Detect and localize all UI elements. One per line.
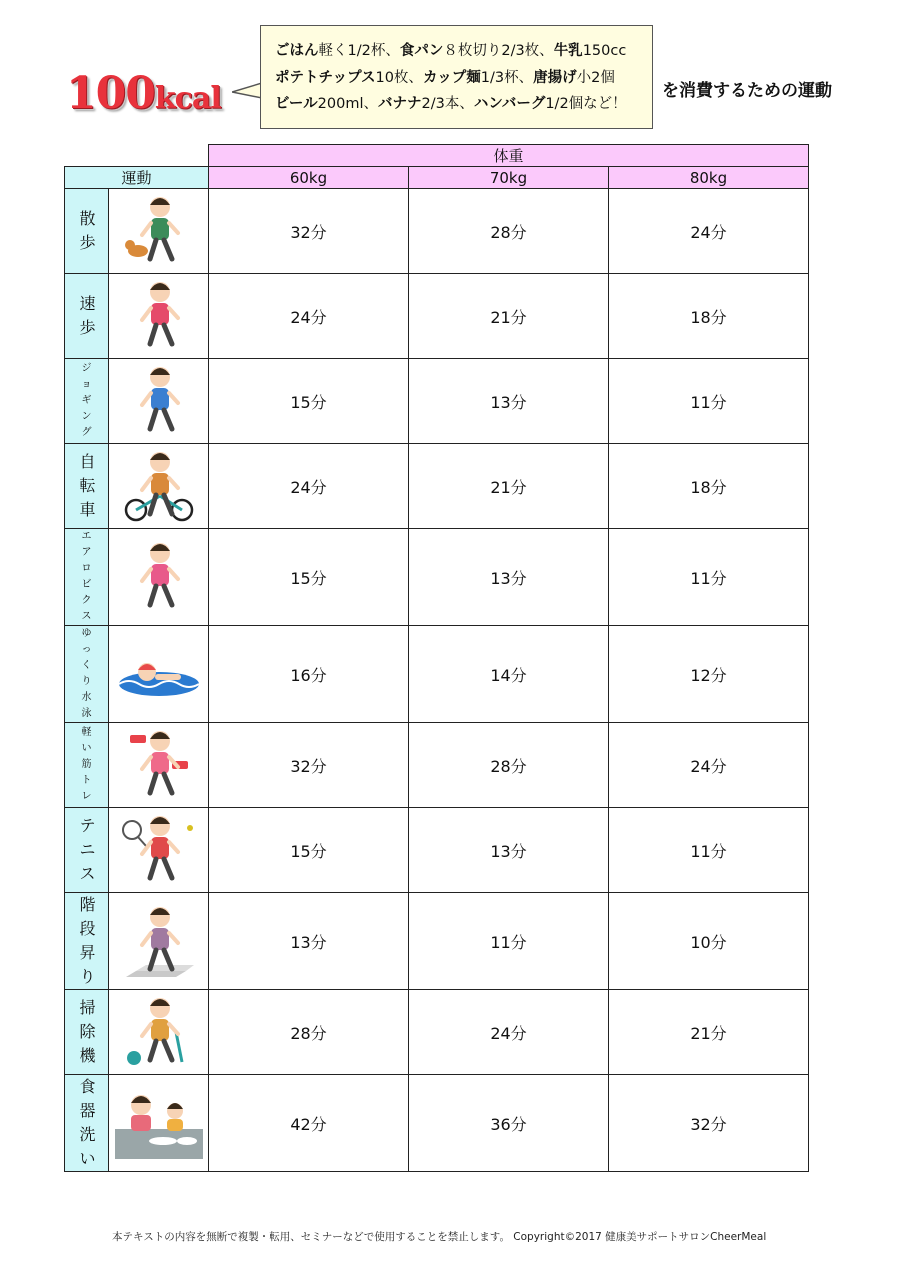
- weight-60: 60kg: [209, 167, 409, 189]
- duration-70kg: 28分: [409, 723, 609, 808]
- exercise-name-text: エアロビクス: [81, 531, 92, 622]
- duration-70kg: 11分: [409, 893, 609, 990]
- exercise-illustration: [109, 189, 209, 274]
- duration-60kg: 15分: [209, 808, 409, 893]
- duration-80kg: 11分: [609, 359, 809, 444]
- exercise-illustration: [109, 808, 209, 893]
- duration-70kg: 21分: [409, 274, 609, 359]
- food-amount: 2/3本、: [421, 96, 474, 112]
- duration-80kg: 18分: [609, 444, 809, 529]
- exercise-name-text: 散歩: [79, 209, 96, 252]
- exercise-illustration: [109, 444, 209, 529]
- food-name: カップ麺: [422, 69, 481, 86]
- exercise-name: [65, 1075, 109, 1172]
- duration-80kg: 21分: [609, 990, 809, 1075]
- food-name: 牛乳: [553, 43, 583, 59]
- food-amount: 10枚、: [375, 69, 423, 86]
- duration-60kg: 28分: [209, 990, 409, 1075]
- duration-80kg: 11分: [609, 808, 809, 893]
- table-row: [65, 723, 809, 808]
- exercise-illustration: [109, 626, 209, 723]
- duration-60kg: 32分: [209, 723, 409, 808]
- food-name: 食パン: [399, 43, 444, 59]
- exercise-name: [65, 626, 109, 723]
- exercise-table: [64, 144, 809, 1172]
- bubble-lines: [275, 38, 652, 118]
- table-row: [65, 359, 809, 444]
- duration-60kg: 24分: [209, 274, 409, 359]
- exercise-illustration: [109, 529, 209, 626]
- weight-70: 70kg: [409, 167, 609, 189]
- food-name: ビール: [275, 96, 318, 112]
- exercise-name-text: ゆっくり水泳: [81, 628, 92, 719]
- food-name: ごはん: [275, 43, 319, 59]
- exercise-illustration: [109, 1075, 209, 1172]
- dishwashing-icon: [109, 1085, 208, 1161]
- table-row: [65, 189, 809, 274]
- table-row: [65, 444, 809, 529]
- exercise-name-text: テニス: [79, 816, 96, 883]
- table-row: [65, 274, 809, 359]
- duration-60kg: 32分: [209, 189, 409, 274]
- food-name: ハンバーグ: [473, 96, 546, 112]
- bubble-line: [275, 38, 652, 65]
- table-row: [65, 529, 809, 626]
- duration-80kg: 10分: [609, 893, 809, 990]
- duration-70kg: 21分: [409, 444, 609, 529]
- duration-80kg: 32分: [609, 1075, 809, 1172]
- exercise-name-text: 軽い筋トレ: [81, 727, 92, 802]
- jogging-icon: [109, 361, 208, 441]
- exercise-name: [65, 359, 109, 444]
- exercise-name-text: 自転車: [79, 452, 96, 519]
- walking-dog-icon: [109, 191, 208, 271]
- duration-80kg: 12分: [609, 626, 809, 723]
- food-name: 唐揚げ: [533, 69, 577, 86]
- aerobics-icon: [109, 537, 208, 617]
- duration-80kg: 24分: [609, 723, 809, 808]
- bubble-line: [275, 65, 652, 92]
- exercise-name: [65, 274, 109, 359]
- food-amount: ８枚切り2/3枚、: [443, 43, 554, 59]
- empty-corner: [65, 145, 209, 167]
- food-name: バナナ: [377, 96, 422, 112]
- table-row: [65, 893, 809, 990]
- exercise-name: [65, 529, 109, 626]
- duration-60kg: 15分: [209, 529, 409, 626]
- exercise-illustration: [109, 990, 209, 1075]
- stairs-icon: [109, 901, 208, 981]
- table-row: [65, 1075, 809, 1172]
- bubble-line: [275, 91, 652, 118]
- exercise-name-text: 階段昇り: [79, 895, 96, 986]
- exercise-name: [65, 444, 109, 529]
- food-amount: 200ml、: [317, 96, 378, 112]
- exercise-illustration: [109, 359, 209, 444]
- exercise-name-text: ジョギング: [81, 363, 92, 438]
- exercise-name-text: 掃除機: [79, 998, 96, 1065]
- dumbbell-icon: [109, 725, 208, 805]
- exercise-name: [65, 723, 109, 808]
- logo-100kcal: [66, 68, 221, 119]
- duration-60kg: 24分: [209, 444, 409, 529]
- table-row: [65, 626, 809, 723]
- food-amount: 1/3杯、: [480, 69, 534, 86]
- exercise-illustration: [109, 723, 209, 808]
- food-amount: 1/2個など！: [545, 96, 627, 112]
- duration-70kg: 24分: [409, 990, 609, 1075]
- logo-number: 100: [66, 68, 155, 119]
- brisk-walk-icon: [109, 276, 208, 356]
- headline: を消費するための運動: [662, 81, 832, 101]
- food-amount: 軽く1/2杯、: [318, 43, 400, 59]
- copyright-footer: 本テキストの内容を無断で複製・転用、セミナーなどで使用することを禁止します。 Copyright©2017 健康美サポートサロンCheerMeal: [112, 1231, 767, 1243]
- swimming-icon: [109, 646, 208, 702]
- exercise-illustration: [109, 893, 209, 990]
- table-row: [65, 808, 809, 893]
- food-examples-bubble: [260, 25, 653, 129]
- exercise-name: [65, 990, 109, 1075]
- food-amount: 150cc: [582, 43, 627, 59]
- food-name: ポテトチップス: [275, 69, 376, 86]
- duration-70kg: 13分: [409, 529, 609, 626]
- duration-80kg: 11分: [609, 529, 809, 626]
- table-row: [65, 990, 809, 1075]
- exercise-name: [65, 808, 109, 893]
- duration-60kg: 42分: [209, 1075, 409, 1172]
- exercise-header: 運動: [65, 167, 209, 189]
- exercise-name: [65, 893, 109, 990]
- duration-70kg: 28分: [409, 189, 609, 274]
- food-amount: 小2個: [576, 69, 615, 86]
- duration-60kg: 13分: [209, 893, 409, 990]
- exercise-name: [65, 189, 109, 274]
- weight-80: 80kg: [609, 167, 809, 189]
- duration-60kg: 16分: [209, 626, 409, 723]
- vacuum-icon: [109, 992, 208, 1072]
- duration-60kg: 15分: [209, 359, 409, 444]
- duration-80kg: 18分: [609, 274, 809, 359]
- weight-header: 体重: [209, 145, 809, 167]
- duration-70kg: 13分: [409, 808, 609, 893]
- duration-70kg: 36分: [409, 1075, 609, 1172]
- duration-80kg: 24分: [609, 189, 809, 274]
- exercise-illustration: [109, 274, 209, 359]
- duration-70kg: 14分: [409, 626, 609, 723]
- bicycle-icon: [109, 446, 208, 526]
- tennis-icon: [109, 810, 208, 890]
- logo-unit: kcal: [154, 81, 221, 116]
- duration-70kg: 13分: [409, 359, 609, 444]
- exercise-name-text: 速歩: [79, 294, 96, 337]
- exercise-name-text: 食器洗い: [79, 1077, 96, 1168]
